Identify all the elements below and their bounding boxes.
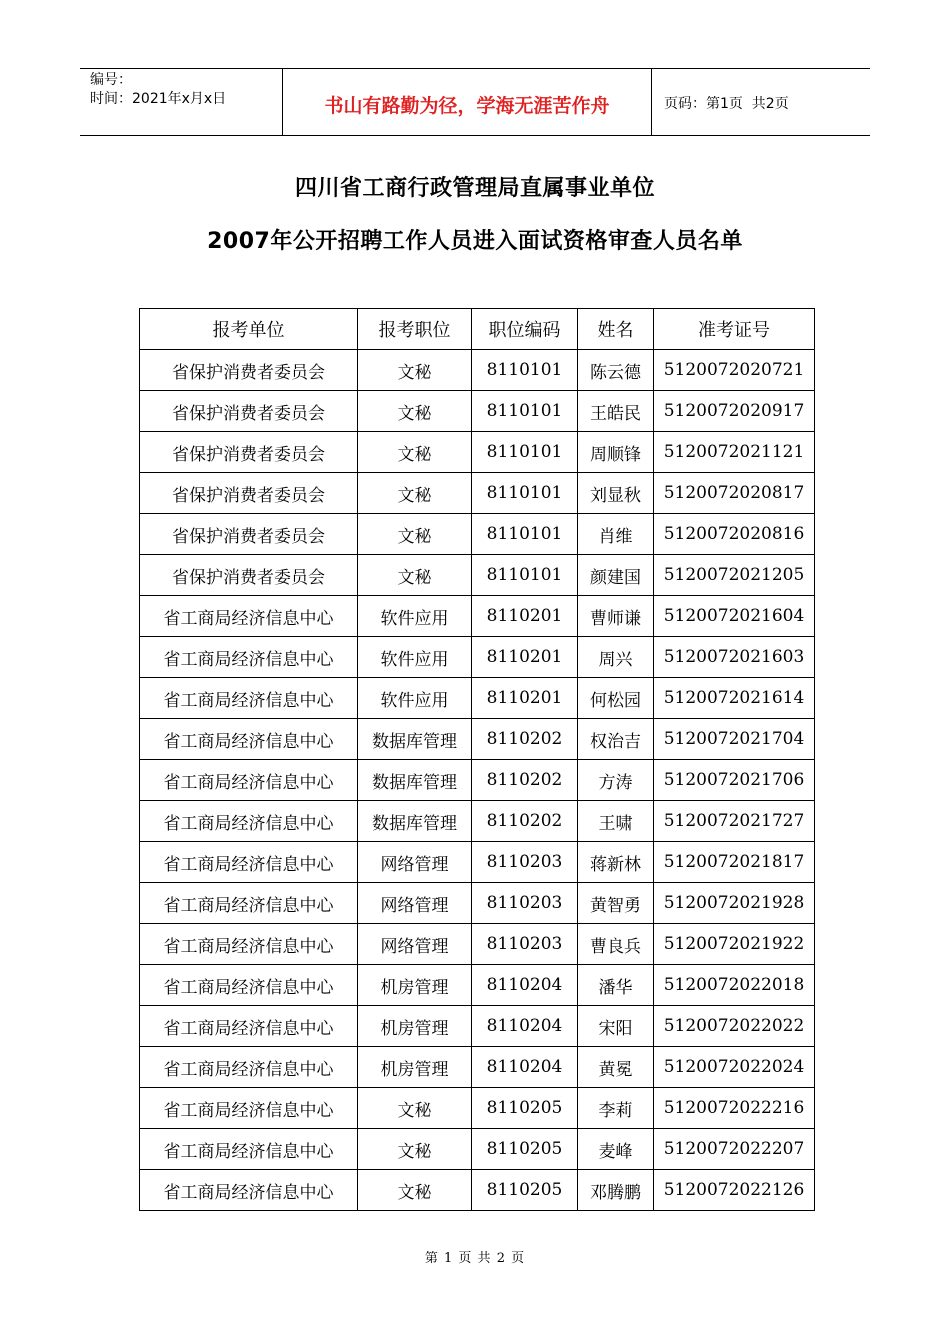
cell-unit: 省保护消费者委员会: [140, 391, 358, 432]
cell-name: 周顺锋: [578, 432, 654, 473]
cell-position: 机房管理: [358, 1047, 472, 1088]
cell-exam-number: 5120072022216: [654, 1088, 815, 1129]
cell-position-code: 8110202: [472, 760, 578, 801]
cell-unit: 省工商局经济信息中心: [140, 1170, 358, 1211]
cell-position-code: 8110205: [472, 1088, 578, 1129]
table-row: [140, 432, 815, 473]
cell-position-code: 8110101: [472, 473, 578, 514]
cell-position: 文秘: [358, 432, 472, 473]
cell-unit: 省工商局经济信息中心: [140, 760, 358, 801]
cell-unit: 省工商局经济信息中心: [140, 678, 358, 719]
cell-position: 软件应用: [358, 596, 472, 637]
table-body: [140, 350, 815, 1211]
cell-exam-number: 5120072020917: [654, 391, 815, 432]
cell-position: 文秘: [358, 1170, 472, 1211]
document-header: [80, 68, 870, 136]
cell-unit: 省工商局经济信息中心: [140, 1088, 358, 1129]
cell-name: 肖维: [578, 514, 654, 555]
page-footer: 第 1 页 共 2 页: [424, 1251, 526, 1266]
cell-name: 黄智勇: [578, 883, 654, 924]
table-row: [140, 473, 815, 514]
cell-exam-number: 5120072021121: [654, 432, 815, 473]
cell-unit: 省工商局经济信息中心: [140, 965, 358, 1006]
document-title-line-1: 四川省工商行政管理局直属事业单位: [294, 176, 655, 201]
table-row: [140, 514, 815, 555]
cell-unit: 省工商局经济信息中心: [140, 801, 358, 842]
cell-name: 刘显秋: [578, 473, 654, 514]
table-row: [140, 596, 815, 637]
cell-name: 何松园: [578, 678, 654, 719]
cell-name: 周兴: [578, 637, 654, 678]
cell-unit: 省保护消费者委员会: [140, 432, 358, 473]
cell-position: 网络管理: [358, 924, 472, 965]
cell-position: 文秘: [358, 1088, 472, 1129]
table-row: [140, 924, 815, 965]
cell-position-code: 8110203: [472, 883, 578, 924]
cell-name: 麦峰: [578, 1129, 654, 1170]
cell-position-code: 8110204: [472, 1006, 578, 1047]
cell-name: 权治吉: [578, 719, 654, 760]
cell-position-code: 8110201: [472, 596, 578, 637]
cell-name: 方涛: [578, 760, 654, 801]
cell-position-code: 8110202: [472, 801, 578, 842]
cell-unit: 省保护消费者委员会: [140, 514, 358, 555]
cell-unit: 省保护消费者委员会: [140, 473, 358, 514]
cell-position-code: 8110204: [472, 965, 578, 1006]
cell-position: 文秘: [358, 514, 472, 555]
cell-exam-number: 5120072022024: [654, 1047, 815, 1088]
cell-position-code: 8110204: [472, 1047, 578, 1088]
cell-unit: 省工商局经济信息中心: [140, 637, 358, 678]
cell-position-code: 8110203: [472, 924, 578, 965]
cell-name: 邓腾鹏: [578, 1170, 654, 1211]
table-row: [140, 965, 815, 1006]
cell-position: 文秘: [358, 391, 472, 432]
cell-position: 文秘: [358, 350, 472, 391]
cell-position-code: 8110205: [472, 1129, 578, 1170]
candidate-table: [139, 308, 815, 1211]
cell-name: 王啸: [578, 801, 654, 842]
cell-position: 网络管理: [358, 842, 472, 883]
table-header-row: [140, 309, 815, 350]
cell-exam-number: 5120072021706: [654, 760, 815, 801]
cell-exam-number: 5120072022126: [654, 1170, 815, 1211]
cell-position-code: 8110203: [472, 842, 578, 883]
table-row: [140, 1170, 815, 1211]
cell-unit: 省工商局经济信息中心: [140, 1047, 358, 1088]
table-row: [140, 1129, 815, 1170]
header-motto: 书山有路勤为径，学海无涯苦作舟: [282, 69, 652, 135]
table-row: [140, 637, 815, 678]
cell-position: 数据库管理: [358, 760, 472, 801]
cell-position: 机房管理: [358, 1006, 472, 1047]
cell-name: 蒋新林: [578, 842, 654, 883]
cell-unit: 省工商局经济信息中心: [140, 883, 358, 924]
cell-position-code: 8110101: [472, 350, 578, 391]
column-header-name: 姓名: [578, 309, 654, 350]
cell-exam-number: 5120072021603: [654, 637, 815, 678]
cell-unit: 省工商局经济信息中心: [140, 719, 358, 760]
cell-position-code: 8110205: [472, 1170, 578, 1211]
cell-exam-number: 5120072021614: [654, 678, 815, 719]
cell-name: 潘华: [578, 965, 654, 1006]
table-row: [140, 678, 815, 719]
document-title-line-2: 2007年公开招聘工作人员进入面试资格审查人员名单: [207, 229, 743, 254]
cell-position: 机房管理: [358, 965, 472, 1006]
cell-position-code: 8110201: [472, 678, 578, 719]
table-row: [140, 1088, 815, 1129]
cell-position-code: 8110202: [472, 719, 578, 760]
cell-position: 数据库管理: [358, 801, 472, 842]
cell-name: 曹师谦: [578, 596, 654, 637]
table-row: [140, 1047, 815, 1088]
cell-name: 王皓民: [578, 391, 654, 432]
cell-exam-number: 5120072021727: [654, 801, 815, 842]
header-meta: [80, 69, 282, 135]
cell-exam-number: 5120072020721: [654, 350, 815, 391]
cell-exam-number: 5120072020816: [654, 514, 815, 555]
cell-position: 数据库管理: [358, 719, 472, 760]
cell-exam-number: 5120072021604: [654, 596, 815, 637]
cell-unit: 省工商局经济信息中心: [140, 842, 358, 883]
cell-unit: 省保护消费者委员会: [140, 350, 358, 391]
cell-exam-number: 5120072022022: [654, 1006, 815, 1047]
cell-position: 文秘: [358, 555, 472, 596]
table-row: [140, 842, 815, 883]
table-row: [140, 1006, 815, 1047]
cell-position: 软件应用: [358, 637, 472, 678]
cell-name: 颜建国: [578, 555, 654, 596]
cell-exam-number: 5120072020817: [654, 473, 815, 514]
header-page-label: 页码：第1页 共2页: [664, 96, 789, 112]
cell-exam-number: 5120072022018: [654, 965, 815, 1006]
table-row: [140, 391, 815, 432]
cell-position-code: 8110101: [472, 391, 578, 432]
cell-unit: 省保护消费者委员会: [140, 555, 358, 596]
table-row: [140, 801, 815, 842]
document-number-label: 编号：: [90, 72, 132, 88]
cell-position-code: 8110101: [472, 555, 578, 596]
cell-name: 陈云德: [578, 350, 654, 391]
column-header-unit: 报考单位: [140, 309, 358, 350]
cell-position: 软件应用: [358, 678, 472, 719]
cell-position-code: 8110201: [472, 637, 578, 678]
table-row: [140, 350, 815, 391]
cell-exam-number: 5120072021817: [654, 842, 815, 883]
cell-position: 网络管理: [358, 883, 472, 924]
cell-unit: 省工商局经济信息中心: [140, 596, 358, 637]
cell-exam-number: 5120072021922: [654, 924, 815, 965]
cell-position-code: 8110101: [472, 432, 578, 473]
column-header-position: 报考职位: [358, 309, 472, 350]
cell-unit: 省工商局经济信息中心: [140, 924, 358, 965]
column-header-position-code: 职位编码: [472, 309, 578, 350]
cell-unit: 省工商局经济信息中心: [140, 1129, 358, 1170]
table-row: [140, 555, 815, 596]
table-row: [140, 719, 815, 760]
cell-name: 李莉: [578, 1088, 654, 1129]
header-page-info: [652, 69, 870, 135]
cell-name: 黄冕: [578, 1047, 654, 1088]
column-header-exam-number: 准考证号: [654, 309, 815, 350]
cell-name: 宋阳: [578, 1006, 654, 1047]
cell-exam-number: 5120072021704: [654, 719, 815, 760]
cell-position-code: 8110101: [472, 514, 578, 555]
cell-exam-number: 5120072021205: [654, 555, 815, 596]
cell-exam-number: 5120072022207: [654, 1129, 815, 1170]
table-row: [140, 883, 815, 924]
cell-exam-number: 5120072021928: [654, 883, 815, 924]
cell-unit: 省工商局经济信息中心: [140, 1006, 358, 1047]
document-date-label: 时间：2021年x月x日: [90, 91, 227, 107]
cell-position: 文秘: [358, 1129, 472, 1170]
table-row: [140, 760, 815, 801]
cell-name: 曹良兵: [578, 924, 654, 965]
cell-position: 文秘: [358, 473, 472, 514]
